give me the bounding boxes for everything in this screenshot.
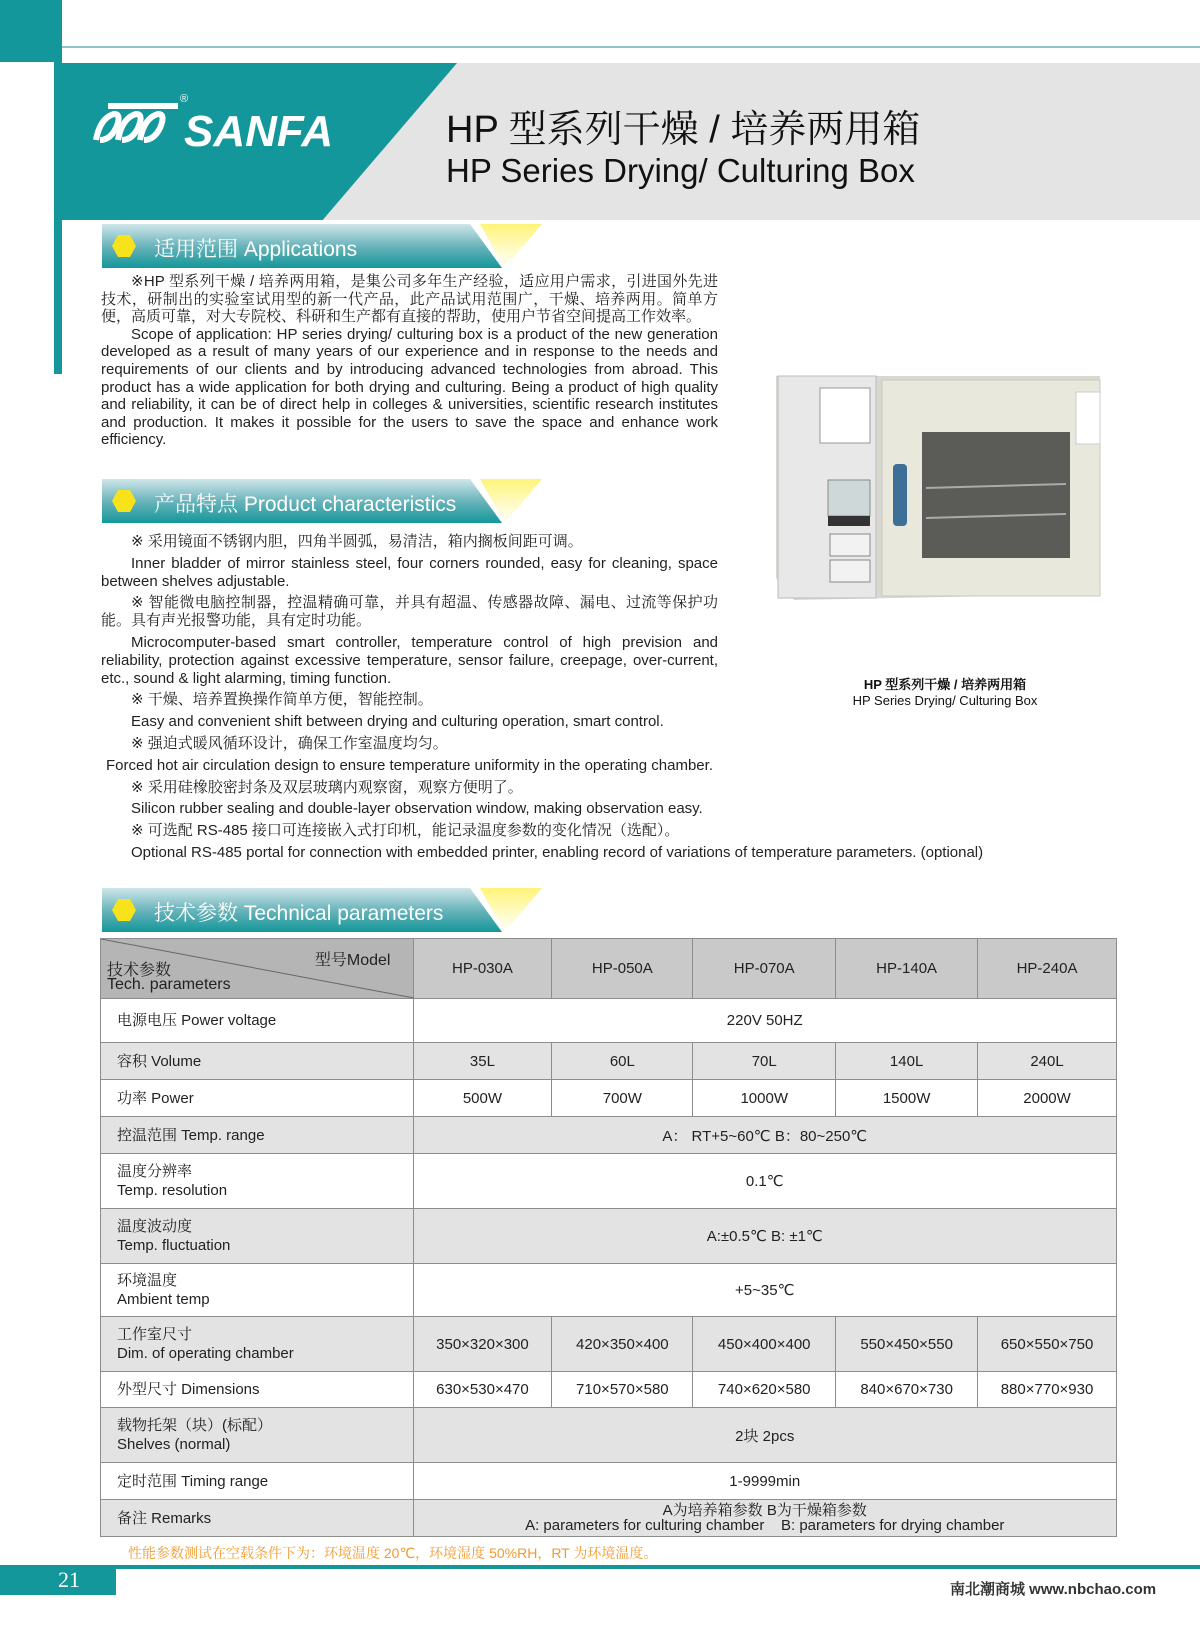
feature-cn: ※ 采用镜面不锈钢内胆，四角半圆弧，易清洁，箱内搁板间距可调。 [131, 533, 583, 550]
svg-text:SANFA: SANFA [184, 107, 334, 156]
cell: 2000W [978, 1080, 1117, 1117]
table-row [101, 1264, 1117, 1317]
model-header: HP-030A [413, 939, 552, 999]
product-photo [770, 368, 1106, 606]
table-row [101, 999, 1117, 1043]
table-row [101, 1408, 1117, 1463]
cell: 35L [413, 1043, 552, 1080]
row-label: 备注 Remarks [101, 1500, 414, 1537]
section-header-applications [102, 224, 542, 268]
page-number: 21 [58, 1567, 80, 1592]
table-row [101, 1500, 1117, 1537]
feature-en: Microcomputer-based smart controller, temperature control of high prevision and reliability, protection against excessive temperature, sensor failure, creepage, over-current, etc., sound & light alarming, timing function. [101, 633, 718, 687]
table-row [101, 1117, 1117, 1154]
feature-en: Silicon rubber sealing and double-layer observation window, making observation easy. [131, 800, 703, 818]
applications-en: Scope of application: HP series drying/ culturing box is a product of the new generation developed as a result of many years of our experience and in response to the needs and requirements of our clients and by introducing advanced technologies from abroad. This product has a wide application for both drying and culturing. Being a product of high quality and reliability, it can be of direct help in colleges & universities, scientific research institutes and production. It makes it possible for the users to save the space and enhance work efficiency. [101, 325, 718, 449]
top-divider [62, 46, 1200, 48]
model-header: HP-050A [552, 939, 693, 999]
label-en: Shelves (normal) [117, 1436, 231, 1453]
table-row [101, 1209, 1117, 1264]
footer-line [0, 1565, 1200, 1569]
row-label [101, 1154, 414, 1209]
feature-cn: ※ 干燥、培养置换操作简单方便，智能控制。 [131, 691, 433, 709]
sanfa-logo [88, 88, 378, 163]
feature-cn: ※ 强迫式暖风循环设计，确保工作室温度均匀。 [131, 734, 448, 752]
cell: 500W [413, 1080, 552, 1117]
table-header-row [101, 939, 1117, 999]
model-header: HP-140A [836, 939, 978, 999]
caption-en: HP Series Drying/ Culturing Box [852, 693, 1038, 708]
row-value: 1-9999min [413, 1463, 1117, 1500]
row-label [101, 1209, 414, 1264]
row-label: 容积 Volume [101, 1043, 414, 1080]
label-en: Dim. of operating chamber [117, 1345, 294, 1362]
row-label: 控温范围 Temp. range [101, 1117, 414, 1154]
label-en: Temp. fluctuation [117, 1237, 231, 1254]
row-value: +5~35℃ [413, 1264, 1117, 1317]
label-cn: 载物托架（块）(标配） [117, 1417, 272, 1434]
cell: 650×550×750 [978, 1317, 1117, 1372]
cell: 550×450×550 [836, 1317, 978, 1372]
section-title: 产品特点 Product characteristics [154, 493, 457, 516]
cell: 60L [552, 1043, 693, 1080]
feature-en: Forced hot air circulation design to ensure temperature uniformity in the operating chamber. [106, 756, 713, 774]
cell: 710×570×580 [552, 1372, 693, 1408]
section-title: 适用范围 Applications [154, 238, 358, 261]
row-label: 功率 Power [101, 1080, 414, 1117]
cell: 350×320×300 [413, 1317, 552, 1372]
site-watermark: 南北潮商城 www.nbchao.com [950, 1581, 1157, 1598]
row-label: 定时范围 Timing range [101, 1463, 414, 1500]
section-title: 技术参数 Technical parameters [154, 902, 444, 925]
cell: 1000W [693, 1080, 836, 1117]
feature-en: Optional RS-485 portal for connection with embedded printer, enabling record of variations of temperature parameters. (optional) [131, 843, 984, 861]
caption-cn: HP 型系列干燥 / 培养两用箱 [863, 677, 1027, 692]
page-title-en: HP Series Drying/ Culturing Box [446, 152, 915, 189]
cell: 740×620×580 [693, 1372, 836, 1408]
cell: 420×350×400 [552, 1317, 693, 1372]
row-value: A:±0.5℃ B: ±1℃ [413, 1209, 1117, 1264]
remarks-en: A: parameters for culturing chamber B: parameters for drying chamber [525, 1517, 1005, 1534]
corner-cn: 技术参数 [107, 962, 172, 979]
row-label: 电源电压 Power voltage [101, 999, 414, 1043]
table-row [101, 1317, 1117, 1372]
row-value: A： RT+5~60℃ B：80~250℃ [413, 1117, 1117, 1154]
corner-block [0, 0, 62, 62]
cell: 1500W [836, 1080, 978, 1117]
feature-cn: ※ 可选配 RS-485 接口可连接嵌入式打印机，能记录温度参数的变化情况（选配）。 [131, 822, 680, 840]
applications-text [101, 273, 718, 449]
feature-en: Inner bladder of mirror stainless steel, four corners rounded, easy for cleaning, space between shelves adjustable. [101, 554, 718, 590]
row-label [101, 1408, 414, 1463]
label-en: Ambient temp [117, 1291, 210, 1308]
left-accent-strip [54, 62, 62, 374]
cell: 840×670×730 [836, 1372, 978, 1408]
table-row [101, 1463, 1117, 1500]
page-title-cn: HP 型系列干燥 / 培养两用箱 [446, 109, 921, 151]
table-row [101, 1080, 1117, 1117]
row-value: 0.1℃ [413, 1154, 1117, 1209]
table-row [101, 1154, 1117, 1209]
cell: 140L [836, 1043, 978, 1080]
corner-cell [101, 939, 414, 999]
row-label: 外型尺寸 Dimensions [101, 1372, 414, 1408]
section-header-technical [102, 888, 542, 932]
svg-text:®: ® [180, 93, 189, 105]
corner-model: 型号Model [314, 952, 391, 969]
spec-table [100, 938, 1117, 1537]
cell: 450×400×400 [693, 1317, 836, 1372]
row-label [101, 1317, 414, 1372]
feature-cn: ※ 采用硅橡胶密封条及双层玻璃内观察窗，观察方便明了。 [131, 778, 523, 796]
photo-caption [800, 677, 1090, 709]
label-en: Temp. resolution [117, 1182, 228, 1199]
row-label [101, 1264, 414, 1317]
row-value: 2块 2pcs [413, 1408, 1117, 1463]
label-cn: 环境温度 [117, 1272, 178, 1289]
footnote: 性能参数测试在空载条件下为：环境温度 20℃，环境湿度 50%RH，RT 为环境温度。 [128, 1545, 658, 1561]
label-cn: 工作室尺寸 [117, 1326, 193, 1343]
label-cn: 温度分辨率 [117, 1163, 193, 1180]
feature-cn: ※ 智能微电脑控制器，控温精确可靠，并具有超温、传感器故障、漏电、过流等保护功能。具有声光报警功能，具有定时功能。 [101, 594, 718, 630]
row-value: 220V 50HZ [413, 999, 1117, 1043]
feature-en: Easy and convenient shift between drying and culturing operation, smart control. [131, 713, 664, 731]
label-cn: 温度波动度 [117, 1218, 193, 1235]
section-header-characteristics [102, 479, 542, 523]
cell: 630×530×470 [413, 1372, 552, 1408]
model-header: HP-240A [978, 939, 1117, 999]
table-row [101, 1043, 1117, 1080]
model-header: HP-070A [693, 939, 836, 999]
corner-en: Tech. parameters [107, 976, 231, 993]
cell: 240L [978, 1043, 1117, 1080]
applications-cn: ※HP 型系列干燥 / 培养两用箱，是集公司多年生产经验，适应用户需求，引进国外先进技术，研制出的实验室试用型的新一代产品，此产品试用范围广，干燥、培养两用。简单方便，高质可靠，对大专院校、科研和生产都有直接的帮助，使用户节省空间提高工作效率。 [101, 273, 718, 326]
cell: 880×770×930 [978, 1372, 1117, 1408]
remarks-cn: A为培养箱参数 B为干燥箱参数 [662, 1502, 867, 1519]
cell: 700W [552, 1080, 693, 1117]
table-row [101, 1372, 1117, 1408]
cell: 70L [693, 1043, 836, 1080]
row-value [413, 1500, 1117, 1537]
